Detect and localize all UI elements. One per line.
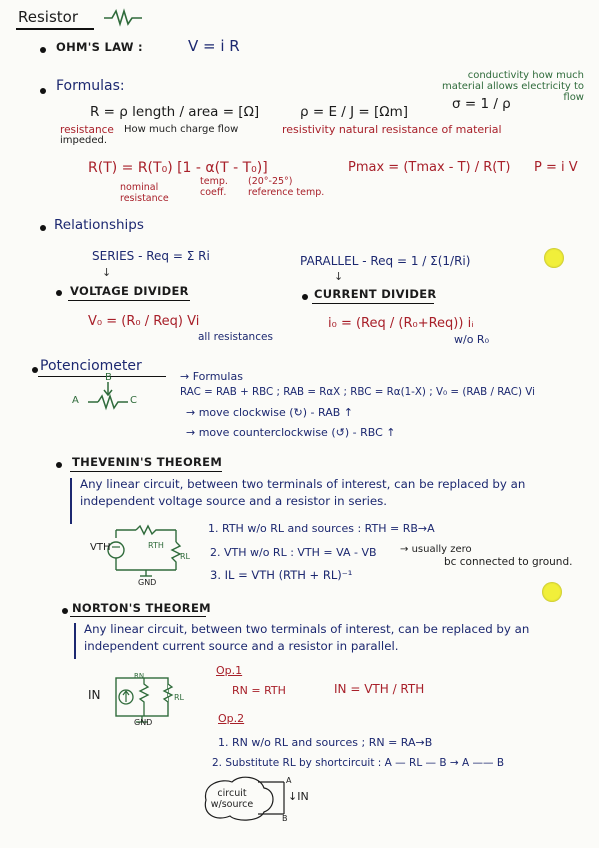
bullet <box>40 88 46 94</box>
pot-formula: RAC = RAB + RBC ; RAB = RαX ; RBC = Rα(1-X) ; V₀ = (RAB / RAC) Vi <box>180 386 535 398</box>
resistivity-equation: ρ = E / J = [Ωm] <box>300 104 408 120</box>
norton-op2-label: Op.2 <box>218 712 245 725</box>
title-underline <box>16 28 94 30</box>
current-divider-note: w/o R₀ <box>454 333 489 346</box>
norton-gnd-label: GND <box>134 718 153 727</box>
thevenin-label: THEVENIN'S THEOREM <box>72 455 223 469</box>
norton-underline <box>70 616 206 617</box>
norton-op1-eq2: IN = VTH / RTH <box>334 682 425 696</box>
potentiometer-label: Potenciometer <box>40 358 142 374</box>
bullet <box>56 462 62 468</box>
relationships-label: Relationships <box>54 217 144 233</box>
voltage-divider-equation: V₀ = (R₀ / Req) Vi <box>88 314 200 329</box>
thevenin-step-3: 3. IL = VTH (RTH + RL)⁻¹ <box>210 568 353 582</box>
bullet <box>40 225 46 231</box>
current-divider-label: CURRENT DIVIDER <box>314 287 437 301</box>
power-equation: P = i V <box>534 160 578 175</box>
resistance-note: How much charge flow impeded. <box>60 124 239 146</box>
rl-label: RL <box>180 552 191 561</box>
vth-label: VTH <box>90 542 111 553</box>
rt-note-nominal: nominal resistance <box>120 182 169 204</box>
in-label: IN <box>88 688 101 702</box>
conductivity-equation: σ = 1 / ρ <box>452 96 511 112</box>
voltage-divider-note: all resistances <box>198 331 273 343</box>
rt-note-temp-coeff: temp. coeff. <box>200 176 228 198</box>
thevenin-margin-bar <box>70 478 72 524</box>
page-title: Resistor <box>18 8 78 26</box>
cloud-node-a: A <box>286 776 292 785</box>
series-equation: SERIES - Req = Σ Ri <box>92 249 210 263</box>
bullet <box>40 47 46 53</box>
norton-rl-label: RL <box>174 693 185 702</box>
rt-equation: R(T) = R(T₀) [1 - α(T - T₀)] <box>88 160 268 176</box>
pot-clockwise: → move clockwise (↻) - RAB ↑ <box>186 406 353 419</box>
resistance-label: resistance <box>60 124 114 136</box>
norton-op1-eq1: RN = RTH <box>232 684 286 697</box>
resistivity-note: resistivity natural resistance of material <box>282 123 502 136</box>
pot-formulas-label: → Formulas <box>180 370 243 383</box>
yellow-sticker-dot <box>544 248 564 268</box>
bullet <box>62 608 68 614</box>
norton-circuit-diagram <box>108 670 198 730</box>
norton-label: NORTON'S THEOREM <box>72 601 211 615</box>
conductivity-note: conductivity how much material allows electricity to flow <box>441 70 584 103</box>
pot-node-c: C <box>130 395 137 406</box>
norton-op1-label: Op.1 <box>216 664 243 677</box>
pmax-equation: Pmax = (Tmax - T) / R(T) <box>348 160 511 175</box>
bullet <box>302 294 308 300</box>
current-divider-underline <box>312 303 434 304</box>
norton-op2-step1: 1. RN w/o RL and sources ; RN = RA→B <box>218 736 433 749</box>
thevenin-description: Any linear circuit, between two terminals of interest, can be replaced by an independent voltage source and a resistor in series. <box>80 477 526 508</box>
rt-note-ref-temp: (20°-25°) reference temp. <box>248 176 325 198</box>
thevenin-step-2-note2: bc connected to ground. <box>444 556 573 568</box>
pot-node-b: B <box>105 372 112 383</box>
parallel-equation: PARALLEL - Req = 1 / Σ(1/Ri) <box>300 254 471 268</box>
potentiometer-symbol-icon <box>72 378 152 418</box>
formulas-label: Formulas: <box>56 78 125 94</box>
cloud-in: ↓IN <box>288 790 309 803</box>
current-divider-equation: i₀ = (Req / (R₀+Req)) iᵢ <box>328 316 474 331</box>
voltage-divider-label: VOLTAGE DIVIDER <box>70 284 189 298</box>
gnd-label: GND <box>138 578 157 587</box>
thevenin-step-1: 1. RTH w/o RL and sources : RTH = RB→A <box>208 522 435 535</box>
resistor-symbol-icon <box>104 8 144 26</box>
yellow-sticker-dot <box>542 582 562 602</box>
thevenin-underline <box>70 471 222 472</box>
voltage-divider-underline <box>68 300 190 301</box>
ohms-law-equation: V = i R <box>188 37 240 55</box>
thevenin-step-2-note: → usually zero <box>400 544 472 555</box>
series-arrow: ↓ <box>102 266 112 279</box>
norton-description: Any linear circuit, between two terminals of interest, can be replaced by an independent current source and a resistor in parallel. <box>84 622 530 653</box>
thevenin-step-2: 2. VTH w/o RL : VTH = VA - VB <box>210 546 377 559</box>
ohms-law-label: OHM'S LAW : <box>56 40 143 54</box>
bullet <box>32 367 38 373</box>
rn-label: RN <box>134 672 145 680</box>
potentiometer-underline <box>38 376 166 377</box>
rth-label: RTH <box>148 541 164 550</box>
pot-counterclockwise: → move counterclockwise (↺) - RBC ↑ <box>186 426 396 439</box>
norton-op2-step2: 2. Substitute RL by shortcircuit : A — RL — B → A —— B <box>212 757 505 769</box>
bullet <box>56 290 62 296</box>
cloud-node-b: B <box>282 814 288 823</box>
norton-margin-bar <box>74 623 76 659</box>
resistance-equation: R = ρ length / area = [Ω] <box>90 104 260 120</box>
pot-node-a: A <box>72 395 79 406</box>
cloud-label: circuit w/source <box>210 788 254 810</box>
parallel-arrow: ↓ <box>334 270 344 283</box>
